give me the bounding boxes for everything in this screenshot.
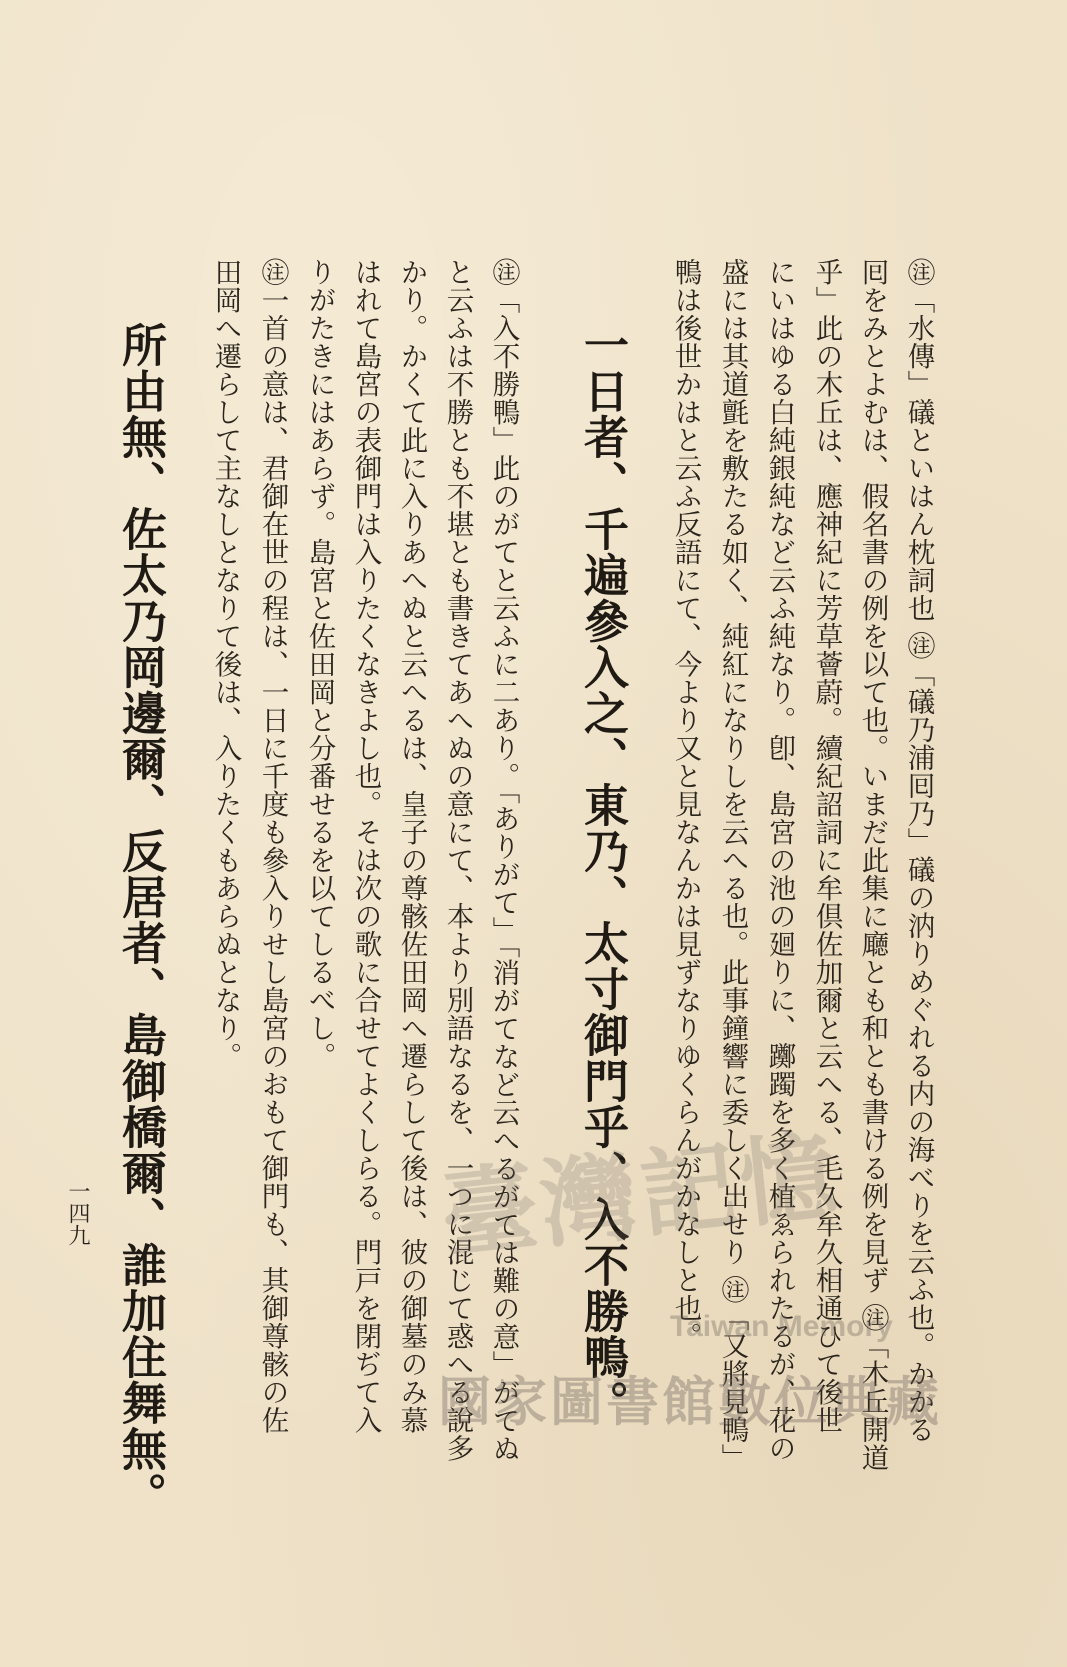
note2-column-2: と云ふは不勝とも不堪とも書きてあへぬの意にて、本より別語なるを、一つに混じて惑へる說多 bbox=[441, 258, 474, 1462]
poem-line-1: 一日者、千遍參入之、東乃、太寸御門乎、入不勝鴨。 bbox=[576, 322, 629, 1426]
watermark-library-text: 國家圖書館數位典藏 bbox=[438, 1372, 942, 1433]
poem-line-2: 所由無、佐太乃岡邊爾、反居者、島御橋爾、誰加住舞無。 bbox=[114, 322, 167, 1518]
note2-column-6: ㊟一首の意は、君御在世の程は、一日に千度も參入りせし島宮のおもて御門も、其御尊骸の佐 bbox=[256, 258, 289, 1434]
note2-column-3: かり。かくて此に入りあへぬと云へるは、皇子の尊骸佐田岡へ遷らして後は、彼の御墓のみ慕 bbox=[395, 258, 428, 1434]
note-column-1: ㊟「水傳」礒といはん枕詞也 ㊟「礒乃浦囘乃」礒の汭りめぐれる内の海べりを云ふ也。かかる bbox=[902, 258, 935, 1444]
note2-column-4: はれて島宮の表御門は入りたくなきよし也。そは次の歌に合せてよくしらる。門戸を閉ぢて入 bbox=[349, 258, 382, 1434]
note-column-4: にいはゆる白純銀純など云ふ純なり。卽、島宮の池の廻りに、躑躅を多く植ゑられたるが、花の bbox=[763, 258, 796, 1462]
watermark-latin-text: Taiwan Memory bbox=[670, 1310, 893, 1343]
note2-column-5: りがたきにはあらず。島宮と佐田岡と分番せるを以てしるべし。 bbox=[303, 258, 336, 1070]
note-column-6: 鴨は後世かはと云ふ反語にて、今より又と見なんかは見ずなりゆくらんがかなしと也。 bbox=[669, 258, 702, 1350]
note2-column-1: ㊟「入不勝鴨」此のがてと云ふに二あり。「ありがて」「消がてなど云へるがては難の意」がてぬ bbox=[487, 258, 520, 1463]
page-number: 一四九 bbox=[65, 1180, 90, 1246]
note-column-5: 盛には其道氈を敷たる如く、純紅になりしを云へる也。此事鐘響に委しく出せり ㊟「又將見鴨」 bbox=[716, 258, 749, 1472]
note-column-3: 乎」此の木丘は、應神紀に芳草薈蔚。續紀詔詞に牟倶佐加爾と云へる、毛久牟久相通ひて後世 bbox=[810, 258, 843, 1434]
watermark-logo-text: 臺灣記憶 bbox=[436, 1119, 846, 1273]
note2-column-7: 田岡へ遷らして主なしとなりて後は、入りたくもあらぬとなり。 bbox=[209, 258, 242, 1070]
note-column-2: 囘をみとよむは、假名書の例を以て也。いまだ此集に廰とも和とも書ける例を見ず ㊟「木丘開道 bbox=[856, 258, 889, 1472]
